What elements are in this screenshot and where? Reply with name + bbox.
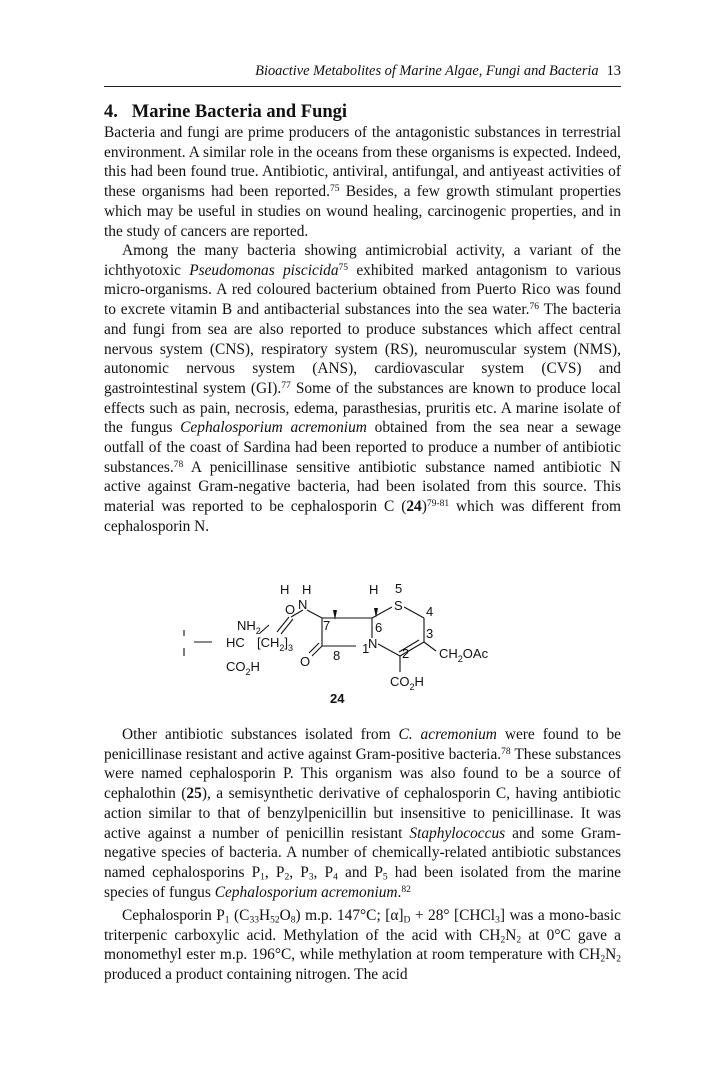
subscript: D [403,914,411,926]
position-1: 1 [362,641,370,656]
atom-s: S [394,598,403,613]
reference-78: 78 [173,458,184,470]
bond [378,644,400,656]
paragraph-2-text-a: Among the many bacteria showing antimicrobial activity, a variant of the ichthyotoxic [104,242,621,279]
paragraph-4-text-a: Cephalosporin P [122,907,225,924]
species-name: Pseudomonas piscicida [189,261,339,279]
subscript: 3 [308,871,314,883]
atom-h: H [280,582,290,597]
subscript: 3 [495,914,500,926]
paragraph-3-text-e: and some Gram-negative species of bacteria. A number of chemically-related antibiotic substances named cephalosporins P [104,824,621,881]
element-symbol: N [505,926,517,944]
paragraph-1-text-b: Besides, a few growth stimulant properties which may be useful in studies on wound healing, carcinogenic properties, and in the study of cancers are reported. [104,183,621,240]
reference-79-81: 79-81 [426,497,450,509]
subscript: 1 [260,871,265,883]
paragraph-2-text-h: which was different from cephalosporin N. [104,498,621,535]
subscript: 1 [224,914,230,926]
paragraph-2-text-f: A penicillinase sensitive antibiotic substance named antibiotic N active against Gram-negative bacteria, had been isolated from this source. This material was reported to be cephalosporin C ( [104,458,621,516]
position-3: 3 [426,626,434,641]
species-name: C. acremonium [398,726,497,743]
paragraph-3-text-c: These substances were named cephalosporin P. This organism was also found to be a source of cephalothin ( [104,745,621,803]
paragraph-3 [104,725,621,902]
bond [312,646,322,656]
paragraph-2-text-c: The bacteria and fungi from sea are also reported to produce substances which affect central nervous system (CNS), respiratory system (RS), neuromuscular system (NMS), autonomic nervous system (ANS), cardiovascular system (CVS) and gastrointestinal system (GI). [104,301,622,397]
paragraph-4-text-d: + 28° [CHCl [410,907,496,924]
paragraph-2-text-e: obtained from the sea near a sewage outfall of the coast of Sardina had been reported to produce a number of antibiotic substances. [104,419,621,476]
reference-82: 82 [401,883,411,895]
subscript: 4 [333,871,338,883]
position-7: 7 [323,618,331,633]
bond [404,607,424,618]
element-symbol: O [279,907,291,924]
paragraph-2-text-g: ) [421,498,427,516]
atom-h: H [369,582,379,597]
subscript: 8 [290,914,296,926]
paragraph-2-text-d: Some of the substances are known to produce local effects such as pain, necrosis, edema, parasthesias, pruritis etc. A marine isolate of the fungus [104,379,622,437]
species-name: Cephalosporium acremonium [214,883,398,901]
bond [309,643,319,653]
bond [307,610,322,618]
paragraph-1-text-a: Bacteria and fungi are prime producers of the antagonistic substances in terrestrial environment. A similar role in the oceans from these organisms is expected. Indeed, this had been found true. Antibiotic, antiviral, antifungal, and antiyeast activities of these organisms had been reported. [104,124,621,201]
paragraph-2 [104,241,621,537]
paragraph-3-text-g: . [397,883,402,901]
methylene-chain: $[CH_2]_3$ [257,635,294,653]
position-6: 6 [375,620,383,635]
atom-o-lactam: O [300,654,311,669]
chemical-structure-figure [104,580,621,715]
paragraph-3-text-a: Other antibiotic substances isolated from [122,726,399,743]
carboxyl-right: $CO_2H$ [390,674,424,692]
atom-o-amide: O [285,602,296,617]
reference-78: 78 [501,745,511,757]
acetoxymethyl-group: $CH_2OAc$ [439,646,489,664]
running-title: Bioactive Metabolites of Marine Algae, Fungi and Bacteria [255,63,599,79]
subscript: 2 [616,953,621,965]
page-number: 13 [606,63,621,79]
subscript: 2 [284,871,290,883]
carboxyl-left: $CO_2H$ [226,659,260,677]
element-symbol: H [258,907,271,924]
species-name: Staphylococcus [409,824,506,842]
separator: and P [337,863,383,881]
species-name: Cephalosporium acremonium [180,419,367,437]
paragraph-4 [104,906,621,985]
position-5: 5 [395,581,403,596]
paragraph-4-text-j: produced a product containing nitrogen. The acid [104,966,408,984]
compound-number: 24 [406,498,422,516]
bond [260,625,269,633]
section-title-text: Marine Bacteria and Fungi [131,102,348,122]
position-4: 4 [426,604,434,619]
separator: , P [289,863,309,881]
paragraph-3-text-d: ), a semisynthetic derivative of cephalosporin C, having antibiotic action similar to that of benzylpenicillin but insensitive to penicillinase. It was active against a number of penicillin resistant [104,785,621,842]
paragraph-4-text-c: ) m.p. 147°C; [α] [295,907,404,924]
amino-group: $NH_2$ [237,618,261,636]
atom-n-amide: N [298,597,308,612]
paragraph-3-text-b: were found to be penicillinase resistant and active against Gram-positive bacteria. [104,726,621,763]
header-rule [104,86,621,87]
compound-number: 25 [186,785,202,803]
section-number: 4. [104,102,118,122]
subscript: 52 [270,914,280,926]
atom-h: H [302,582,312,597]
subscript: 33 [249,914,259,926]
paragraph-3-text-f: had been isolated from the marine species of fungus [104,863,621,901]
bond [277,617,289,632]
reference-75: 75 [338,261,349,273]
reference-77: 77 [281,379,291,391]
section-heading [104,100,347,124]
running-header [104,62,621,80]
subscript: 2 [600,953,606,965]
paragraph-4-text-e: ] was a mono-basic triterpenic carboxylic acid. Methylation of the acid with CH [104,907,621,944]
bond [424,642,436,651]
bond [281,619,293,634]
cephalosporin-c-structure [104,580,621,715]
separator: , P [264,863,285,881]
subscript: 2 [500,934,506,946]
atom-hc: HC [226,635,245,650]
paragraph-4-text-g: at 0°C gave a monomethyl ester m.p. 196°C, while methylation at room temperature with CH [104,926,622,964]
element-symbol: N [605,946,617,964]
compound-label: 24 [330,691,345,706]
paragraph-2-text-b: exhibited marked antagonism to various micro-organisms. A red coloured bacterium obtained from Puerto Rico was found to excrete vitamin B and antibacterial substances into the sea water. [104,261,621,319]
subscript: 5 [382,871,388,883]
separator: , P [313,863,334,881]
position-8: 8 [333,648,341,663]
paragraph-4-text-b: (C [229,907,250,924]
subscript: 2 [516,934,522,946]
reference-75: 75 [329,182,340,194]
paragraph-1 [104,123,621,241]
reference-76: 76 [529,300,540,312]
atom-n-ring: N [368,636,378,651]
position-2: 2 [402,646,410,661]
